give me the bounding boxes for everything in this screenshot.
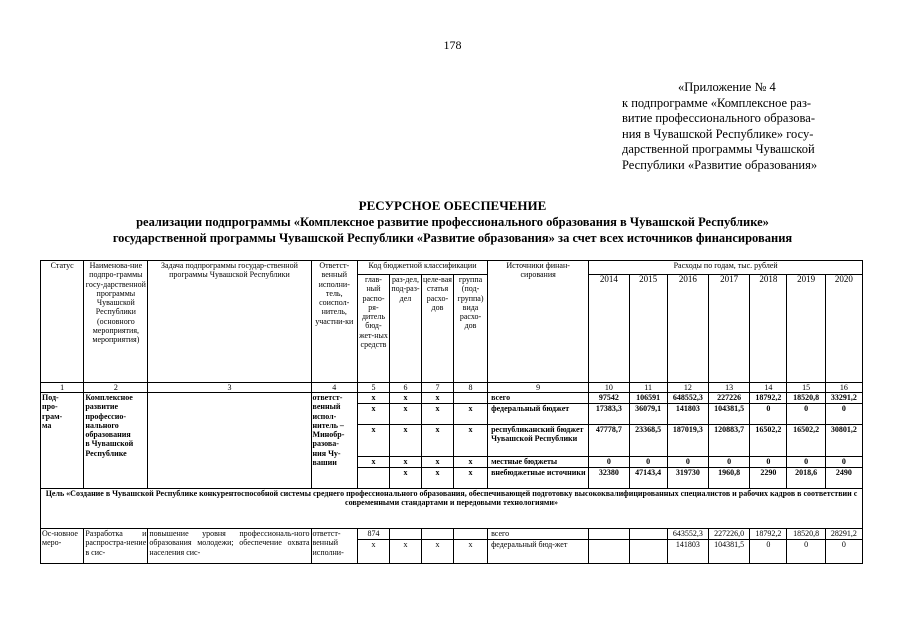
column-number: 5 xyxy=(357,383,389,393)
page-number: 178 xyxy=(443,38,462,52)
value-cell: 104381,5 xyxy=(709,404,750,425)
header-year: 2019 xyxy=(787,275,825,383)
source-cell: республиканский бюджет Чувашской Республики xyxy=(488,425,589,457)
header-year: 2014 xyxy=(589,275,629,383)
column-number: 1 xyxy=(41,383,84,393)
value-cell: 23368,5 xyxy=(629,425,667,457)
column-number: 16 xyxy=(825,383,862,393)
header-budget-sub: целе-вая статья расхо-дов xyxy=(421,275,453,383)
budget-code-cell: x xyxy=(453,468,487,489)
budget-code-cell: x xyxy=(453,540,487,564)
column-number: 2 xyxy=(84,383,148,393)
value-cell: 187019,3 xyxy=(667,425,708,457)
title-line-2: реализации подпрограммы «Комплексное развитие профессионального образования в Чувашской Республике» xyxy=(136,215,769,229)
value-cell: 0 xyxy=(589,457,629,468)
value-cell: 0 xyxy=(825,457,862,468)
appendix-line: Республики «Развитие образования» xyxy=(622,157,818,172)
budget-code-cell: x xyxy=(453,425,487,457)
column-numbers-row xyxy=(41,383,863,393)
header-expenses: Расходы по годам, тыс. рублей xyxy=(589,261,863,275)
budget-code-cell: x xyxy=(421,457,453,468)
header-budget-sub: раз-дел, под-раз-дел xyxy=(389,275,421,383)
source-cell: всего xyxy=(488,393,589,404)
value-cell: 2490 xyxy=(825,468,862,489)
value-cell: 0 xyxy=(709,457,750,468)
value-cell: 18520,8 xyxy=(787,393,825,404)
value-cell: 0 xyxy=(787,457,825,468)
value-cell: 0 xyxy=(787,404,825,425)
column-number: 7 xyxy=(421,383,453,393)
event-executor: ответст-венный исполни- xyxy=(311,529,357,564)
column-number: 13 xyxy=(709,383,750,393)
budget-code-cell: x xyxy=(421,404,453,425)
value-cell: 0 xyxy=(825,404,862,425)
goal-row xyxy=(41,489,863,529)
budget-code-cell: x xyxy=(421,468,453,489)
column-number: 12 xyxy=(667,383,708,393)
column-number: 14 xyxy=(750,383,787,393)
budget-code-cell: x xyxy=(389,457,421,468)
appendix-line-1: «Приложение № 4 xyxy=(678,80,776,94)
source-cell: федеральный бюд-жет xyxy=(488,540,589,564)
budget-code-cell: x xyxy=(389,540,421,564)
budget-code-cell: x xyxy=(357,404,389,425)
title-line-1: РЕСУРСНОЕ ОБЕСПЕЧЕНИЕ xyxy=(358,198,547,213)
value-cell xyxy=(629,529,667,540)
value-cell: 104381,5 xyxy=(709,540,750,564)
source-cell: местные бюджеты xyxy=(488,457,589,468)
header-executor: Ответст-венный исполни-тель, соиспол-нитель, участни-ки xyxy=(311,261,357,383)
value-cell xyxy=(629,540,667,564)
budget-code-cell: x xyxy=(357,540,389,564)
value-cell: 28291,2 xyxy=(825,529,862,540)
budget-code-cell: x xyxy=(421,540,453,564)
table-row xyxy=(41,393,863,404)
subprogram-task xyxy=(148,393,311,489)
value-cell: 32380 xyxy=(589,468,629,489)
header-year: 2020 xyxy=(825,275,862,383)
budget-code-cell: x xyxy=(389,468,421,489)
resource-table xyxy=(40,260,863,564)
value-cell: 0 xyxy=(787,540,825,564)
value-cell: 0 xyxy=(667,457,708,468)
value-cell: 18792,2 xyxy=(750,529,787,540)
value-cell: 1960,8 xyxy=(709,468,750,489)
value-cell: 0 xyxy=(750,404,787,425)
column-number: 6 xyxy=(389,383,421,393)
value-cell: 0 xyxy=(825,540,862,564)
subprogram-executor: ответст- венный испол- нитель – Минобр- разова- ния Чу- вашии xyxy=(311,393,357,489)
value-cell: 18792,2 xyxy=(750,393,787,404)
column-number: 4 xyxy=(311,383,357,393)
event-name: Разработка и распростра-нение в сис- xyxy=(84,529,148,564)
column-number: 15 xyxy=(787,383,825,393)
value-cell: 141803 xyxy=(667,540,708,564)
value-cell: 648552,3 xyxy=(667,393,708,404)
appendix-line: к подпрограмме «Комплексное раз- xyxy=(622,95,812,110)
value-cell: 16502,2 xyxy=(787,425,825,457)
budget-code-cell: x xyxy=(453,457,487,468)
header-sources: Источники финан-сирования xyxy=(488,261,589,383)
value-cell: 227226 xyxy=(709,393,750,404)
value-cell: 319730 xyxy=(667,468,708,489)
subprogram-name: Комплексное развитие профессио- нального образования в Чувашской Республике xyxy=(84,393,148,489)
document-title xyxy=(40,198,865,246)
budget-code-cell: x xyxy=(421,393,453,404)
value-cell: 120883,7 xyxy=(709,425,750,457)
value-cell: 47778,7 xyxy=(589,425,629,457)
value-cell: 2290 xyxy=(750,468,787,489)
header-year: 2018 xyxy=(750,275,787,383)
value-cell: 141803 xyxy=(667,404,708,425)
value-cell: 17383,3 xyxy=(589,404,629,425)
header-budget-code: Код бюджетной классификации xyxy=(357,261,487,275)
value-cell: 18520,8 xyxy=(787,529,825,540)
value-cell: 2018,6 xyxy=(787,468,825,489)
value-cell: 227226,0 xyxy=(709,529,750,540)
column-number: 10 xyxy=(589,383,629,393)
header-status: Статус xyxy=(41,261,84,383)
value-cell: 0 xyxy=(750,540,787,564)
budget-code-cell: x xyxy=(421,425,453,457)
budget-code-cell: x xyxy=(389,425,421,457)
budget-code-cell: x xyxy=(389,404,421,425)
budget-code-cell: x xyxy=(453,404,487,425)
budget-code-cell: x xyxy=(357,457,389,468)
budget-code-cell: x xyxy=(357,425,389,457)
header-task: Задача подпрограммы государ-ственной программы Чувашской Республики xyxy=(148,261,311,383)
appendix-line: дарственной программы Чувашской xyxy=(622,142,815,156)
value-cell xyxy=(589,540,629,564)
budget-code-cell xyxy=(453,393,487,404)
column-number: 9 xyxy=(488,383,589,393)
value-cell: 47143,4 xyxy=(629,468,667,489)
value-cell: 16502,2 xyxy=(750,425,787,457)
column-number: 8 xyxy=(453,383,487,393)
header-year: 2016 xyxy=(667,275,708,383)
appendix-line: ния в Чувашской Республике» госу- xyxy=(622,126,814,141)
goal-text: Цель «Создание в Чувашской Республике конкурентоспособной системы среднего профессионального образования, обеспечивающей подготовку высококвалифицированных специалистов и рабочих кадров в соответствии с современными стандартами и передовыми технологиями» xyxy=(41,489,863,529)
budget-code-cell: x xyxy=(357,393,389,404)
title-line-3: государственной программы Чувашской Республики «Развитие образования» за счет всех источников финансирования xyxy=(112,231,793,245)
budget-code-cell xyxy=(421,529,453,540)
source-cell: федеральный бюджет xyxy=(488,404,589,425)
budget-code-cell xyxy=(357,468,389,489)
column-number: 11 xyxy=(629,383,667,393)
value-cell: 106591 xyxy=(629,393,667,404)
budget-code-cell: 874 xyxy=(357,529,389,540)
header-year: 2015 xyxy=(629,275,667,383)
header-budget-sub: глав-ный распо-ря-дитель бюд-жет-ных средств xyxy=(357,275,389,383)
value-cell: 643552,3 xyxy=(667,529,708,540)
value-cell: 0 xyxy=(629,457,667,468)
event-status: Ос-новное меро- xyxy=(41,529,84,564)
header-name: Наименова-ние подпро-граммы госу-дарственной программы Чувашской Республики (основного мероприятия, мероприятия) xyxy=(84,261,148,383)
event-task: повышение уровня профессиональ-ного образования молодежи; обеспечение охвата населения сис- xyxy=(148,529,311,564)
source-cell: внебюджетные источники xyxy=(488,468,589,489)
appendix-line: витие профессионального образова- xyxy=(622,111,815,125)
budget-code-cell xyxy=(389,529,421,540)
table-row xyxy=(41,529,863,540)
value-cell: 30801,2 xyxy=(825,425,862,457)
value-cell: 0 xyxy=(750,457,787,468)
appendix-note xyxy=(622,80,847,173)
value-cell: 97542 xyxy=(589,393,629,404)
header-budget-sub: группа (под-группа) вида расхо-дов xyxy=(453,275,487,383)
value-cell xyxy=(589,529,629,540)
budget-code-cell: x xyxy=(389,393,421,404)
column-number: 3 xyxy=(148,383,311,393)
source-cell: всего xyxy=(488,529,589,540)
budget-code-cell xyxy=(453,529,487,540)
value-cell: 33291,2 xyxy=(825,393,862,404)
header-year: 2017 xyxy=(709,275,750,383)
value-cell: 36079,1 xyxy=(629,404,667,425)
subprogram-status: Под- про- грам- ма xyxy=(41,393,84,489)
